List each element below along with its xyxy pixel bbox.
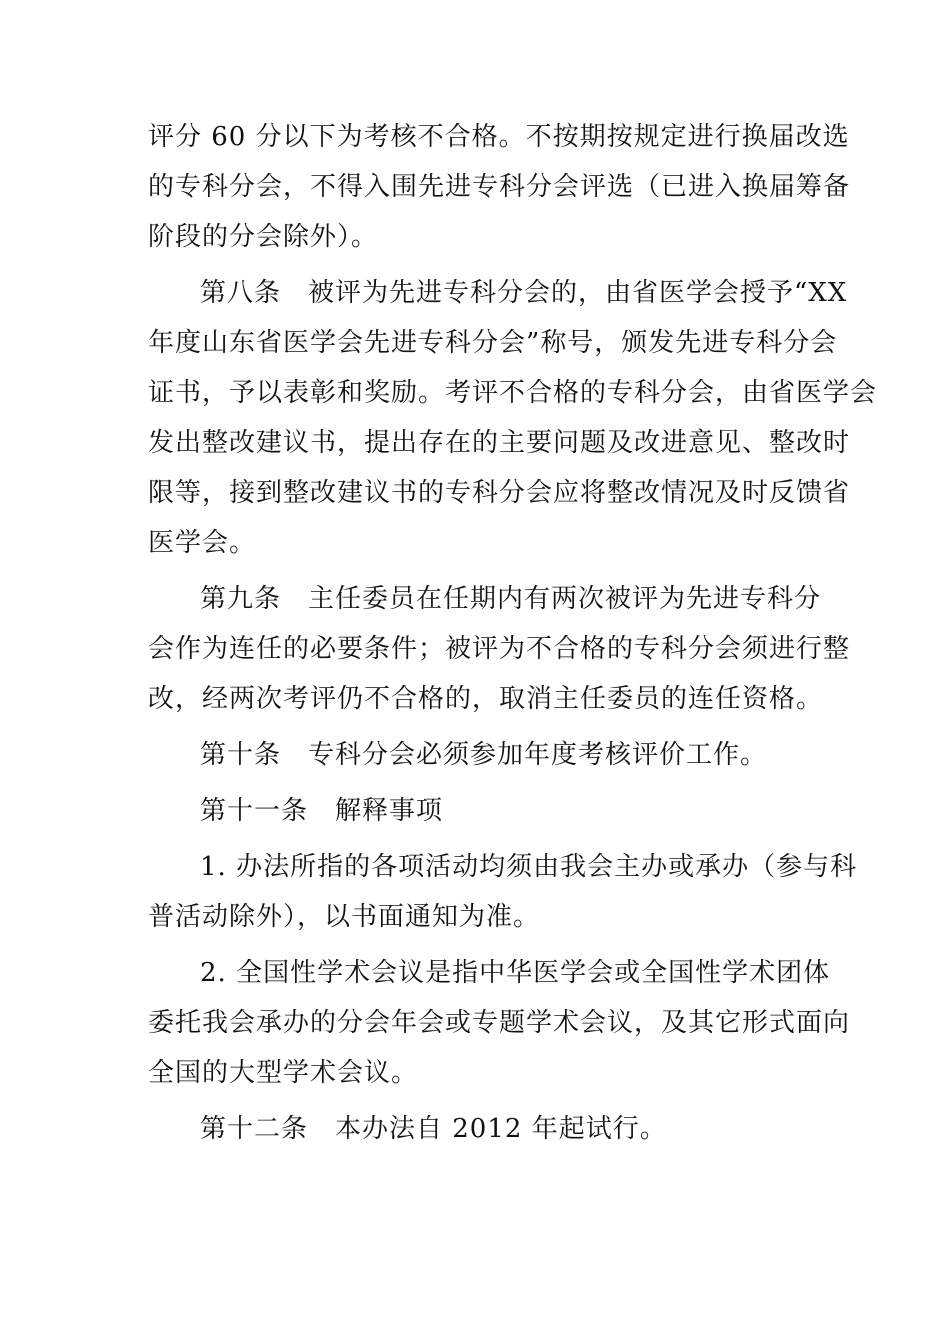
- text-line: 年度山东省医学会先进专科分会”称号，颁发先进专科分会: [148, 328, 838, 358]
- article-11-heading-line: 第十一条 解释事项: [200, 796, 444, 826]
- text-line: 普活动除外），以书面通知为准。: [148, 902, 541, 932]
- text-line: 证书，予以表彰和奖励。考评不合格的专科分会，由省医学会: [148, 378, 878, 408]
- item-2-line: 2. 全国性学术会议是指中华医学会或全国性学术团体: [200, 958, 831, 988]
- article-10-line: 第十条 专科分会必须参加年度考核评价工作。: [200, 740, 768, 770]
- text-line: 医学会。: [148, 528, 257, 558]
- article-12-line: 第十二条 本办法自 2012 年起试行。: [200, 1114, 667, 1144]
- article-8-heading-line: 第八条 被评为先进专科分会的，由省医学会授予“XX: [200, 278, 848, 308]
- text-line: 发出整改建议书，提出存在的主要问题及改进意见、整改时: [148, 428, 851, 458]
- text-line: 阶段的分会除外）。: [148, 222, 379, 252]
- text-line: 委托我会承办的分会年会或专题学术会议，及其它形式面向: [148, 1008, 851, 1038]
- text-line: 评分 60 分以下为考核不合格。不按期按规定进行换届改选: [148, 122, 850, 152]
- text-line: 的专科分会，不得入围先进专科分会评选（已进入换届筹备: [148, 172, 851, 202]
- text-line: 全国的大型学术会议。: [148, 1058, 419, 1088]
- text-line: 改，经两次考评仍不合格的，取消主任委员的连任资格。: [148, 684, 824, 714]
- item-1-line: 1. 办法所指的各项活动均须由我会主办或承办（参与科: [200, 852, 858, 882]
- text-line: 限等，接到整改建议书的专科分会应将整改情况及时反馈省: [148, 478, 851, 508]
- article-9-heading-line: 第九条 主任委员在任期内有两次被评为先进专科分: [200, 584, 822, 614]
- text-line: 会作为连任的必要条件；被评为不合格的专科分会须进行整: [148, 634, 851, 664]
- document-body: [148, 112, 878, 1154]
